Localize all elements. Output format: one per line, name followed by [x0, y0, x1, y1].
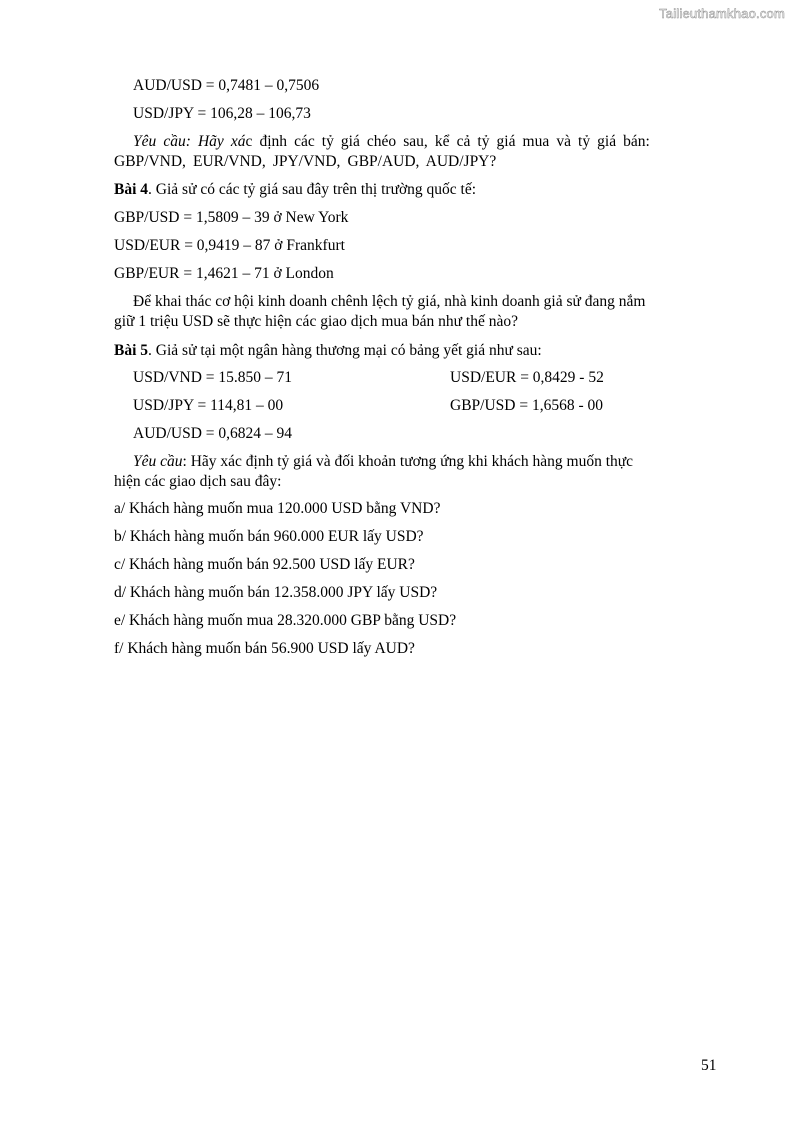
bai5-rate-usd-eur: USD/EUR = 0,8429 - 52	[450, 369, 604, 386]
page-number: 51	[701, 1057, 717, 1074]
requirement-3-pairs: GBP/VND, EUR/VND, JPY/VND, GBP/AUD, AUD/JPY?	[114, 153, 497, 170]
bai5-rate-aud-usd: AUD/USD = 0,6824 – 94	[133, 425, 293, 442]
bai5-requirement-label: Yêu cầu	[133, 453, 183, 470]
bai4-rate-usd-eur: USD/EUR = 0,9419 – 87 ở Frankfurt	[114, 237, 345, 254]
rate-aud-usd: AUD/USD = 0,7481 – 0,7506	[133, 77, 320, 94]
bai4-question-line2: giữ 1 triệu USD sẽ thực hiện các giao dịch mua bán như thế nào?	[114, 313, 518, 330]
bai4-title: Bài 4	[114, 181, 149, 198]
requirement-3-paragraph	[114, 132, 718, 172]
bai5-rate-usd-vnd: USD/VND = 15.850 – 71	[133, 369, 293, 386]
task-d: d/ Khách hàng muốn bán 12.358.000 JPY lấy USD?	[114, 584, 438, 601]
bai5-requirement-line2: hiện các giao dịch sau đây:	[114, 473, 282, 490]
requirement-3-text: c định các tỷ giá chéo sau, kể cả tỷ giá mua và tỷ giá bán:	[245, 133, 650, 150]
bai5-heading	[114, 341, 542, 361]
task-b: b/ Khách hàng muốn bán 960.000 EUR lấy USD?	[114, 528, 424, 545]
bai5-title: Bài 5	[114, 342, 149, 359]
bai5-intro: . Giả sử tại một ngân hàng thương mại có bảng yết giá như sau:	[148, 342, 542, 359]
watermark: Tailieuthamkhao.com	[659, 6, 785, 21]
bai4-rate-gbp-eur: GBP/EUR = 1,4621 – 71 ở London	[114, 265, 334, 282]
bai5-requirement-line1: : Hãy xác định tỷ giá và đối khoản tương ứng khi khách hàng muốn thực	[182, 453, 634, 470]
bai5-rate-gbp-usd: GBP/USD = 1,6568 - 00	[450, 397, 603, 414]
task-a: a/ Khách hàng muốn mua 120.000 USD bằng VND?	[114, 500, 441, 517]
bai4-rate-gbp-usd: GBP/USD = 1,5809 – 39 ở New York	[114, 209, 349, 226]
bai4-question	[114, 292, 718, 332]
bai5-requirement	[114, 452, 718, 492]
task-e: e/ Khách hàng muốn mua 28.320.000 GBP bằng USD?	[114, 612, 457, 629]
rate-usd-jpy: USD/JPY = 106,28 – 106,73	[133, 105, 311, 122]
bai4-question-line1: Để khai thác cơ hội kinh doanh chênh lệch tỷ giá, nhà kinh doanh giả sử đang nắm	[133, 293, 646, 310]
requirement-3-label: Yêu cầu: Hãy xá	[133, 133, 246, 150]
bai4-intro: . Giả sử có các tỷ giá sau đây trên thị trường quốc tế:	[148, 181, 477, 198]
bai5-rate-usd-jpy: USD/JPY = 114,81 – 00	[133, 397, 284, 414]
bai4-heading	[114, 180, 476, 200]
task-c: c/ Khách hàng muốn bán 92.500 USD lấy EUR?	[114, 556, 415, 573]
task-f: f/ Khách hàng muốn bán 56.900 USD lấy AUD?	[114, 640, 415, 657]
